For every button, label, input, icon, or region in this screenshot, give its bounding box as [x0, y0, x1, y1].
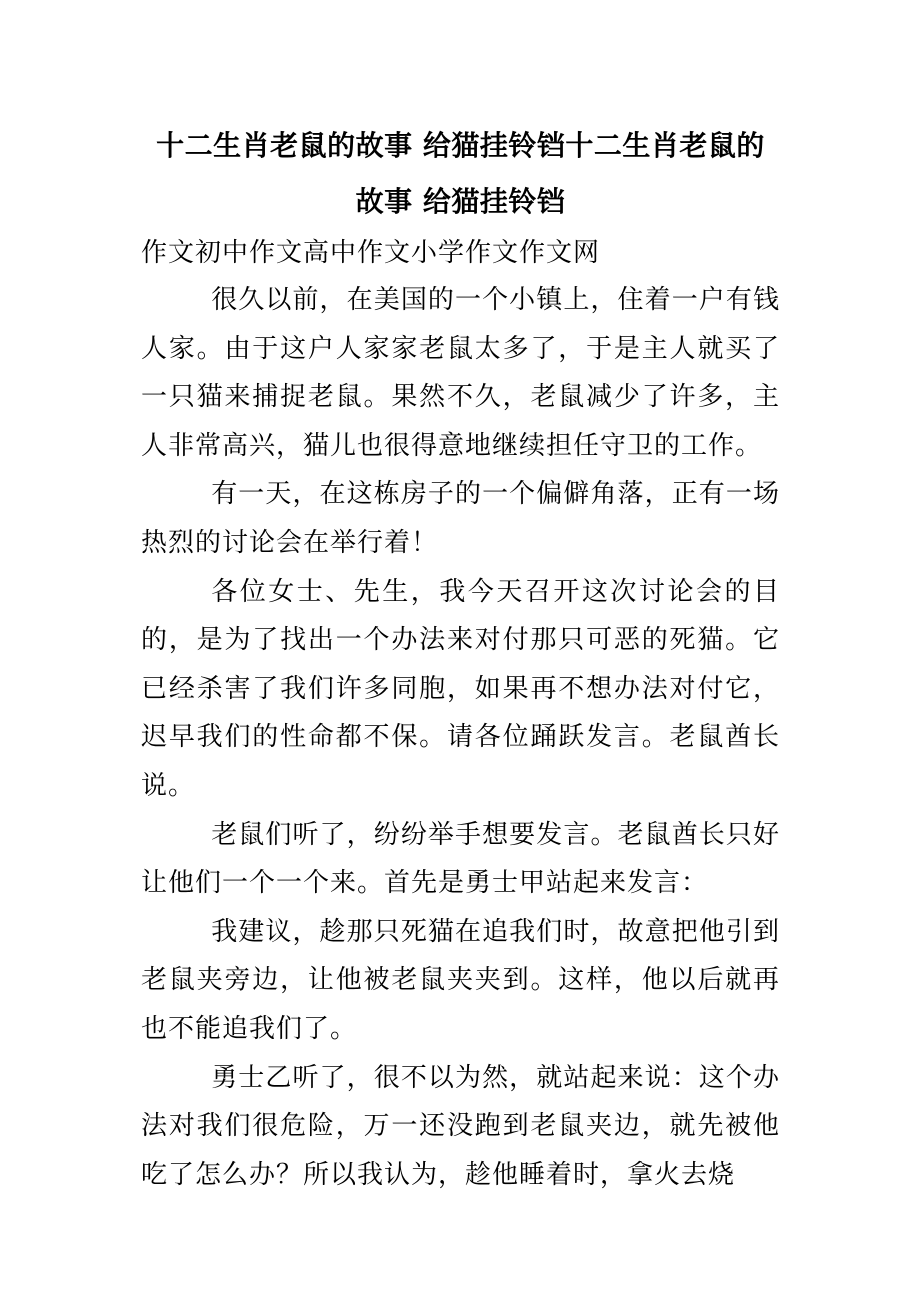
- paragraph-2: 有一天，在这栋房子的一个偏僻角落，正有一场热烈的讨论会在举行着！: [141, 479, 780, 558]
- title-line-1: 十二生肖老鼠的故事 给猫挂铃铛十二生肖老鼠的: [156, 129, 765, 162]
- paragraph-1: 很久以前，在美国的一个小镇上，住着一户有钱人家。由于这户人家家老鼠太多了，于是主人就买了一只猫来捕捉老鼠。果然不久，老鼠减少了许多，主人非常高兴，猫儿也很得意地继续担任守卫的工作。: [141, 285, 780, 461]
- title-line-2: 故事 给猫挂铃铛: [355, 185, 566, 218]
- source-line: 作文初中作文高中作文小学作文作文网: [141, 238, 601, 268]
- paragraph-6: 勇士乙听了，很不以为然，就站起来说：这个办法对我们很危险，万一还没跑到老鼠夹边，就先被他吃了怎么办？所以我认为，趁他睡着时，拿火去烧: [141, 1062, 780, 1190]
- paragraph-5: 我建议，趁那只死猫在追我们时，故意把他引到老鼠夹旁边，让他被老鼠夹夹到。这样，他以后就再也不能追我们了。: [141, 916, 780, 1044]
- paragraph-4: 老鼠们听了，纷纷举手想要发言。老鼠酋长只好让他们一个一个来。首先是勇士甲站起来发言：: [141, 819, 780, 899]
- paragraph-3: 各位女士、先生，我今天召开这次讨论会的目的，是为了找出一个办法来对付那只可恶的死猫。它已经杀害了我们许多同胞，如果再不想办法对付它，迟早我们的性命都不保。请各位踊跃发言。老鼠酋长说。: [141, 576, 780, 801]
- document-title: [141, 118, 780, 230]
